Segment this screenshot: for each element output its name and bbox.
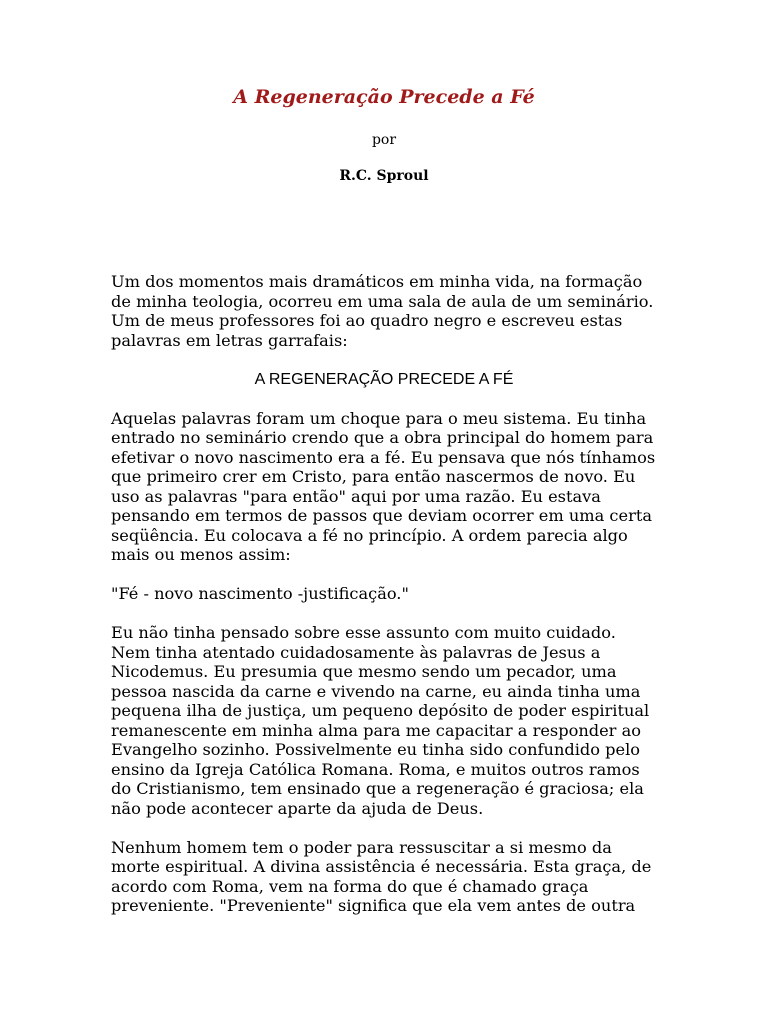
document-body <box>111 272 657 935</box>
heading-statement: A REGENERAÇÃO PRECEDE A FÉ <box>254 370 514 388</box>
paragraph: Nenhum homem tem o poder para ressuscitar a si mesmo da morte espiritual. A divina assistência é necessária. Esta graça, de acordo com Roma, vem na forma do que é chamado graça preveniente. "Preveniente" significa que ela vem antes de outra <box>111 837 652 915</box>
paragraph: Eu não tinha pensado sobre esse assunto com muito cuidado. Nem tinha atentado cuidadosamente às palavras de Jesus a Nicodemus. Eu presumia que mesmo sendo um pecador, uma pessoa nascida da carne e vivendo na carne, eu ainda tinha uma pequena ilha de justiça, um pequeno depósito de poder espiritual remanescente em minha alma para me capacitar a responder ao Evangelho sozinho. Possivelmente eu tinha sido confundido pelo ensino da Igreja Católica Romana. Roma, e muitos outros ramos do Cristianismo, tem ensinado que a regeneração é graciosa; ela não pode acontecer aparte da ajuda de Deus. <box>111 623 650 818</box>
author-name: R.C. Sproul <box>339 168 429 184</box>
paragraph: Aquelas palavras foram um choque para o meu sistema. Eu tinha entrado no seminário crendo que a obra principal do homem para efetivar o novo nascimento era a fé. Eu pensava que nós tínhamos que primeiro crer em Cristo, para então nascermos de novo. Eu uso as palavras "para então" aqui por uma razão. Eu estava pensando em termos de passos que deviam ocorrer em uma certa seqüência. Eu colocava a fé no princípio. A ordem parecia algo mais ou menos assim: <box>111 408 656 564</box>
paragraph: Um dos momentos mais dramáticos em minha vida, na formação de minha teologia, ocorreu em uma sala de aula de um seminário. Um de meus professores foi ao quadro negro e escreveu estas palavras em letras garrafais: <box>111 272 654 350</box>
byline: por <box>371 132 397 148</box>
document-title: A Regeneração Precede a Fé <box>233 86 535 108</box>
quote-sequence: "Fé - novo nascimento -justificação." <box>111 584 409 603</box>
